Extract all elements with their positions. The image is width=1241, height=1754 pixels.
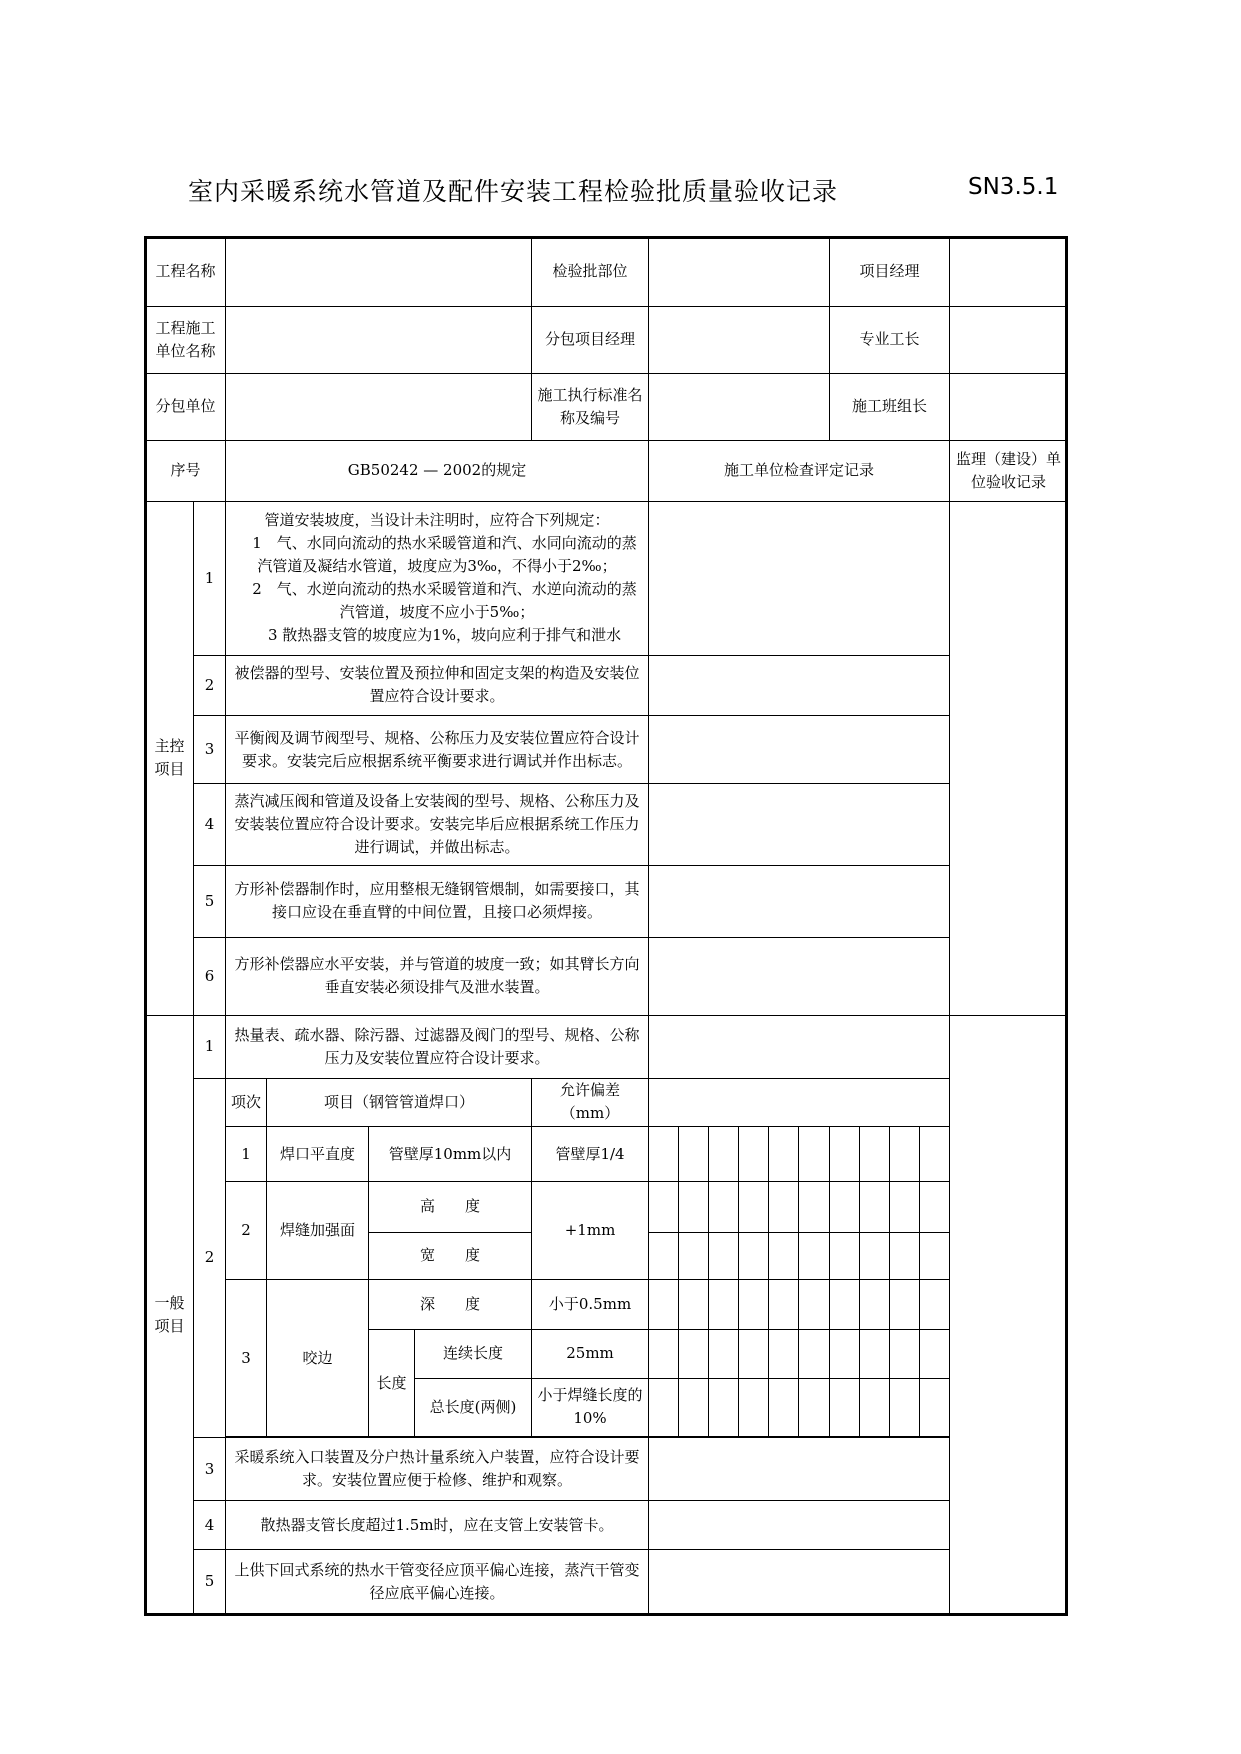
- mc-item-no: 4: [194, 784, 226, 865]
- main-control-label: 主控项目: [146, 501, 194, 1015]
- mc-item-text: 管道安装坡度，当设计未注明时，应符合下列规定： 1 气、水同向流动的热水采暖管道和汽、水同向流动的蒸汽管道及凝结水管道，坡度应为3‰，不得小于2‰； 2 气、水逆向流动的热水采暖管道和汽、水逆向流动的蒸汽管道，坡度不应小于5‰； 3 散热器支管的坡度应为1%，坡向应利于排气和泄水: [226, 501, 649, 655]
- construction-header: 施工单位检查评定记录: [649, 440, 950, 501]
- gen-item-text: 热量表、疏水器、除污器、过滤器及阀门的型号、规格、公称压力及安装位置应符合设计要求。: [226, 1015, 649, 1078]
- weld-row-sub: 总长度(两侧): [415, 1378, 532, 1437]
- weld-row-sub: 深 度: [369, 1280, 532, 1330]
- gen-item-text: 散热器支管长度超过1.5m时，应在支管上安装管卡。: [226, 1501, 649, 1550]
- weld-row-tolerance: 小于焊缝长度的10%: [532, 1378, 649, 1437]
- weld-tolerance-header: 允许偏差（mm）: [532, 1078, 649, 1127]
- sub-unit-label: 分包单位: [146, 373, 226, 440]
- seq-header: 序号: [146, 440, 226, 501]
- weld-row-tolerance: 小于0.5mm: [532, 1280, 649, 1330]
- weld-row-name: 焊口平直度: [267, 1127, 369, 1182]
- weld-row-condition: 管壁厚10mm以内: [369, 1127, 532, 1182]
- mc-item-no: 5: [194, 865, 226, 937]
- contractor-name-label: 工程施工单位名称: [146, 306, 226, 373]
- mc-item-text: 方形补偿器应水平安装，并与管道的坡度一致；如其臂长方向垂直安装必须设排气及泄水装置。: [226, 937, 649, 1015]
- weld-length-label: 长度: [369, 1329, 415, 1436]
- mc-item-no: 2: [194, 655, 226, 715]
- sub-project-manager-label: 分包项目经理: [532, 306, 649, 373]
- outer-border: [144, 236, 1068, 1616]
- supervision-header: 监理（建设）单位验收记录: [950, 440, 1068, 501]
- weld-row-tolerance: 管壁厚1/4: [532, 1127, 649, 1182]
- mc-item-no: 3: [194, 715, 226, 784]
- weld-row-sub: 宽 度: [369, 1232, 532, 1280]
- weld-row-name: 咬边: [267, 1280, 369, 1437]
- weld-row-no: 2: [226, 1181, 267, 1279]
- mc-item-text: 被偿器的型号、安装位置及预拉伸和固定支架的构造及安装位置应符合设计要求。: [226, 655, 649, 715]
- foreman-label: 专业工长: [830, 306, 950, 373]
- gen-item-text: 上供下回式系统的热水干管变径应顶平偏心连接，蒸汽干管变径应底平偏心连接。: [226, 1549, 649, 1614]
- form-code: SN3.5.1: [968, 174, 1059, 200]
- project-name-label: 工程名称: [146, 238, 226, 307]
- weld-item-header: 项目（钢管管道焊口）: [267, 1078, 532, 1127]
- mc-item-no: 1: [194, 501, 226, 655]
- gen-item-text: 采暖系统入口装置及分户热计量系统入户装置，应符合设计要求。安装位置应便于检修、维护和观察。: [226, 1438, 649, 1501]
- gen-item-no: 1: [194, 1015, 226, 1078]
- spec-header: GB50242 — 2002的规定: [226, 440, 649, 501]
- form-title: 室内采暖系统水管道及配件安装工程检验批质量验收记录: [188, 177, 839, 206]
- batch-part-label: 检验批部位: [532, 238, 649, 307]
- gen-item-no: 5: [194, 1549, 226, 1614]
- weld-row-name: 焊缝加强面: [267, 1181, 369, 1279]
- team-leader-label: 施工班组长: [830, 373, 950, 440]
- mc-item-no: 6: [194, 937, 226, 1015]
- general-label: 一般项目: [146, 1015, 194, 1614]
- project-manager-label: 项目经理: [830, 238, 950, 307]
- weld-row-sub: 高 度: [369, 1181, 532, 1232]
- gen-item-no: 3: [194, 1438, 226, 1501]
- mc-item-text: 方形补偿器制作时，应用整根无缝钢管煨制，如需要接口，其接口应设在垂直臂的中间位置，且接口必须焊接。: [226, 865, 649, 937]
- weld-seq-header: 项次: [226, 1078, 267, 1127]
- standard-label: 施工执行标准名称及编号: [532, 373, 649, 440]
- mc-item-text: 平衡阀及调节阀型号、规格、公称压力及安装位置应符合设计要求。安装完后应根据系统平衡要求进行调试并作出标志。: [226, 715, 649, 784]
- weld-row-tolerance: 25mm: [532, 1329, 649, 1378]
- gen-item-no: 2: [194, 1078, 226, 1438]
- weld-row-no: 3: [226, 1280, 267, 1437]
- weld-row-no: 1: [226, 1127, 267, 1182]
- weld-row-sub: 连续长度: [415, 1329, 532, 1378]
- gen-item-no: 4: [194, 1501, 226, 1550]
- mc-item-text: 蒸汽减压阀和管道及设备上安装阀的型号、规格、公称压力及安装装位置应符合设计要求。安装完毕后应根据系统工作压力进行调试，并做出标志。: [226, 784, 649, 865]
- weld-row-tolerance: +1mm: [532, 1181, 649, 1279]
